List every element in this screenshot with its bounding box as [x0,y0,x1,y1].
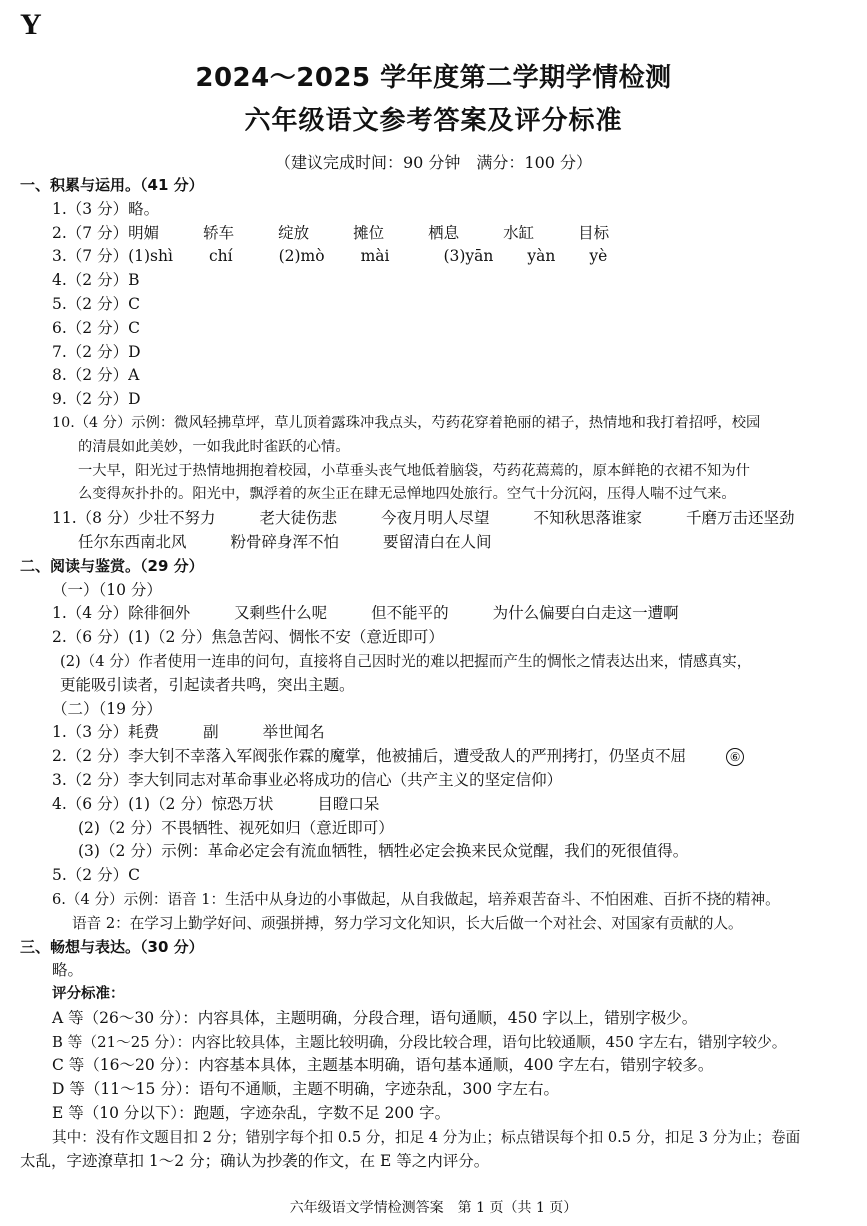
pinyin: yàn [527,247,556,266]
s1-q6: 6.（2 分）C [52,318,140,337]
s1-q1: 1.（3 分）略。 [52,199,160,218]
s2-p2-q3: 3.（2 分）李大钊同志对革命事业必将成功的信心（共产主义的坚定信仰） [52,770,563,789]
s1-q3-prefix: 3.（7 分） [52,247,129,266]
s2-p1-q2-line: 更能吸引读者，引起读者共鸣，突出主题。 [60,675,355,694]
s2-p1-q1-prefix: 1.（4 分） [52,604,129,623]
answer-item: 为什么偏要白白走这一遭啊 [492,604,679,623]
grade-a: A 等（26～30 分）：内容具体，主题明确，分段合理，语句通顺，450 字以上，错别字极少。 [52,1008,698,1027]
poem-line: 少壮不努力 [137,509,216,528]
s1-q9: 9.（2 分）D [52,390,141,409]
s2-p2-q6-line: 6.（4 分）示例：语音 1：生活中从身边的小事做起，从自我做起，培养艰苦奋斗、不怕困难、百折不挠的精神。 [52,890,780,908]
s2-p2-q5: 5.（2 分）C [52,866,140,885]
poem-line: 要留清白在人间 [383,532,492,551]
answer-item: 除徘徊外 [128,604,191,623]
s2-p2-q4-3: (3)（2 分）示例：革命必定会有流血牺牲，牺牲必定会换来民众觉醒，我们的死很值得。 [78,842,689,861]
answer-item: 耗费 [128,723,160,742]
s2-p1-q2-line: (2)（4 分）作者使用一连串的问句，直接将自己因时光的难以把握而产生的惆怅之情表达出来，情感真实， [60,652,752,670]
answer-item: 又剩些什么呢 [234,604,328,623]
s1-q2 [0,222,867,246]
s1-q10-line: 么变得灰扑扑的。阳光中，飘浮着的灰尘正在肆无忌惮地四处旅行。空气十分沉闷，压得人喘不过气来。 [78,486,736,503]
circled-number-mark: ⑥ [726,748,744,766]
s2-p2-q4 [0,793,867,817]
s1-q2-word: 明媚 [128,223,160,242]
poem-line: 老大徒伤悲 [259,509,337,528]
pinyin: (3)yān [443,247,494,266]
s2-p2-q2-text: 2.（2 分）李大钊不幸落入军阀张作霖的魔掌，他被捕后，遭受敌人的严刑拷打，仍坚贞不屈 [52,747,687,766]
answer-item: 举世闻名 [262,723,325,742]
exam-info: （建议完成时间：90 分钟 满分：100 分） [274,153,593,172]
poem-line: 今夜月明人尽望 [380,509,490,528]
s1-q2-word: 目标 [578,223,610,242]
s1-q11-cont [0,531,867,555]
grade-d: D 等（11～15 分）：语句不通顺，主题不明确，字迹杂乱，300 字左右。 [52,1080,559,1099]
s3-note-line: 太乱，字迹潦草扣 1～2 分；确认为抄袭的作文，在 E 等之内评分。 [20,1151,490,1170]
s3-criteria-heading: 评分标准： [52,986,125,1003]
pinyin: yè [589,247,608,266]
poem-line: 任尔东西南北风 [78,532,187,551]
grade-c: C 等（16～20 分）：内容基本具体，主题基本明确，语句基本通顺，400 字左右，错别字较多。 [52,1056,714,1075]
page-footer: 六年级语文学情检测答案 第 1 页（共 1 页） [289,1200,578,1216]
answer-item: 副 [203,723,219,742]
document-subtitle-title: 六年级语文参考答案及评分标准 [244,106,623,136]
s1-q10-line: 一大早，阳光过于热情地拥抱着校园，小草垂头丧气地低着脑袋，芍药花蔫蔫的，原本鲜艳的衣裙不知为什 [78,462,750,479]
s3-brief: 略。 [52,961,84,980]
s1-q2-prefix: 2.（7 分） [52,223,129,242]
pinyin: mài [360,247,390,266]
s1-q11-prefix: 11.（8 分） [52,509,138,528]
s1-q2-word: 栖息 [428,223,460,242]
s1-q2-word: 轿车 [203,223,235,242]
poem-line: 千磨万击还坚劲 [686,509,795,528]
s1-q2-word: 绽放 [278,223,310,242]
corner-mark: Y [20,8,42,41]
poem-line: 粉骨碎身浑不怕 [230,532,340,551]
s1-q2-word: 摊位 [353,223,385,242]
s2-p2-q6-line: 语音 2：在学习上勤学好问、顽强拼搏，努力学习文化知识，长大后做一个对社会、对国家有贡献的人。 [72,914,743,932]
answer-content [0,174,867,1173]
s1-q10-line: 10.（4 分）示例：微风轻拂草坪，草儿顶着露珠冲我点头，芍药花穿着艳丽的裙子，热情地和我打着招呼，校园 [52,414,761,431]
s1-q2-word: 水缸 [503,223,535,242]
s1-q5: 5.（2 分）C [52,294,140,313]
answer-item: 但不能平的 [371,604,449,623]
s1-q7: 7.（2 分）D [52,342,141,361]
section3-heading: 三、畅想与表达。（30 分） [20,937,204,956]
s2-p1-q2-line: 2.（6 分）(1)（2 分）焦急苦闷、惆怅不安（意近即可） [52,628,444,647]
s1-q3 [0,245,867,269]
pinyin: (2)mò [278,247,325,266]
s2-part2-heading: （二）（19 分） [52,699,162,718]
s3-note-line: 其中：没有作文题目扣 2 分；错别字每个扣 0.5 分，扣足 4 分为止；标点错误每个扣 0.5 分，扣足 3 分为止；卷面 [52,1128,801,1146]
s2-p2-q2 [0,745,867,769]
document-title: 2024～2025 学年度第二学期学情检测 [195,63,672,93]
grade-e: E 等（10 分以下）：跑题，字迹杂乱，字数不足 200 字。 [52,1104,451,1123]
answer-item: 目瞪口呆 [317,794,380,813]
s2-p2-q1 [0,721,867,745]
pinyin: chí [208,247,233,266]
s1-q4: 4.（2 分）B [52,271,140,290]
section2-heading: 二、阅读与鉴赏。（29 分） [20,556,204,575]
s1-q10-line: 的清晨如此美妙，一如我此时雀跃的心情。 [78,438,350,455]
pinyin: (1)shì [128,247,173,266]
s2-p2-q1-prefix: 1.（3 分） [52,723,129,742]
s2-p2-q4-2: (2)（2 分）不畏牺牲、视死如归（意近即可） [78,818,394,837]
section1-heading: 一、积累与运用。（41 分） [20,176,204,194]
s2-p1-q1 [0,602,867,626]
s2-p2-q4-prefix: 4.（6 分）(1)（2 分） [52,794,212,813]
s1-q11 [0,507,867,531]
s1-q8: 8.（2 分）A [52,366,140,385]
s2-part1-heading: （一）（10 分） [52,580,162,599]
poem-line: 不知秋思落谁家 [533,509,643,528]
grade-b: B 等（21～25 分）：内容比较具体，主题比较明确，分段比较合理，语句比较通顺，450 字左右，错别字较少。 [52,1033,787,1051]
answer-item: 惊恐万状 [211,794,274,813]
